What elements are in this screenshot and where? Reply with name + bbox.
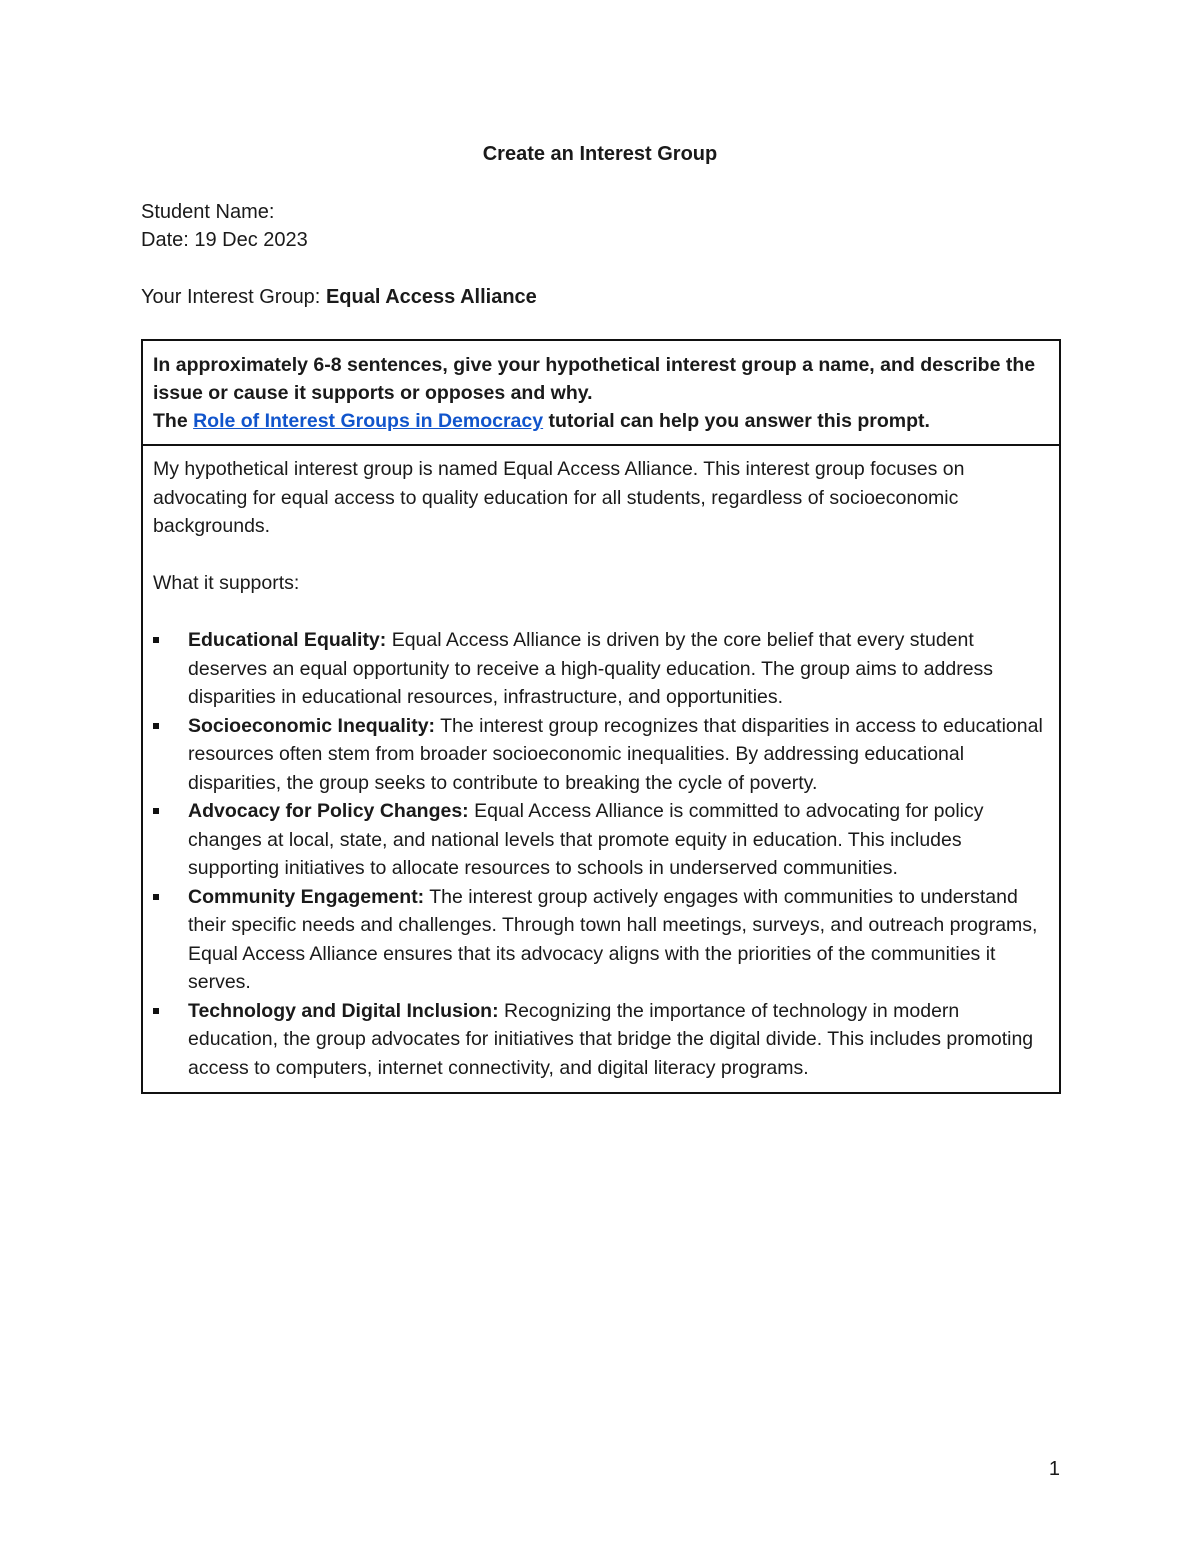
interest-group-value: Equal Access Alliance [325, 286, 537, 308]
bullet-square-icon [153, 808, 159, 814]
interest-group-line [141, 283, 537, 311]
supports-heading: What it supports: [153, 572, 300, 594]
list-item-text: The interest group actively engages with communities to understand their specific needs and challenges. Through town hall meetings, surveys, and outreach programs, Equal Access Alliance ensures that its advocacy aligns with the priorities of the communities it serves. [188, 885, 1038, 993]
page-number: 1 [1048, 1458, 1060, 1480]
answer-intro: My hypothetical interest group is named Equal Access Alliance. This interest group focuses on advocating for equal access to quality education for all students, regardless of socioeconomic backgrounds. [153, 458, 965, 537]
list-item [153, 712, 1049, 798]
prompt-tutorial-suffix: tutorial can help you answer this prompt. [543, 410, 930, 432]
prompt-cell [143, 341, 1059, 446]
bullet-square-icon [153, 723, 159, 729]
list-item-text: The interest group recognizes that disparities in access to educational resources often stem from broader socioeconomic inequalities. By addressing educational disparities, the group seeks to contribute to breaking the cycle of poverty. [188, 714, 1043, 794]
tutorial-link[interactable]: Role of Interest Groups in Democracy [193, 410, 544, 432]
list-item [153, 883, 1049, 997]
prompt-instruction: In approximately 6-8 sentences, give your hypothetical interest group a name, and describe the issue or cause it supports or opposes and why. [153, 354, 1036, 404]
prompt-tutorial-line [153, 407, 1049, 435]
date-label: Date: [141, 229, 189, 251]
prompt-table [141, 339, 1061, 1094]
prompt-tutorial-prefix: The [153, 410, 194, 432]
list-item-text: Equal Access Alliance is driven by the core belief that every student deserves an equal opportunity to receive a high-quality education. The group aims to address disparities in educational resources, infrastructure, and opportunities. [188, 629, 994, 708]
student-name-label: Student Name: [141, 201, 275, 223]
list-item [153, 626, 1049, 712]
list-item-title: Community Engagement: [188, 885, 425, 908]
date-value: 19 Dec 2023 [194, 229, 308, 251]
list-item-text: Recognizing the importance of technology in modern education, the group advocates for initiatives that bridge the digital divide. This includes promoting access to computers, internet connectivity, and digital literacy programs. [188, 999, 1034, 1079]
list-item-title: Socioeconomic Inequality: [188, 714, 436, 737]
list-item-text: Equal Access Alliance is committed to advocating for policy changes at local, state, and national levels that promote equity in education. This includes supporting initiatives to allocate resources to schools in underserved communities. [188, 800, 984, 879]
supports-list [153, 626, 1049, 1082]
bullet-square-icon [153, 894, 159, 900]
list-item [153, 997, 1049, 1083]
interest-group-label: Your Interest Group: [141, 286, 321, 308]
list-item-title: Advocacy for Policy Changes: [188, 800, 469, 822]
bullet-square-icon [153, 637, 159, 643]
date-line [141, 226, 308, 254]
answer-cell [143, 446, 1059, 1092]
list-item-title: Technology and Digital Inclusion: [188, 999, 499, 1022]
student-name-line [141, 198, 274, 226]
bullet-square-icon [153, 1008, 159, 1014]
list-item-title: Educational Equality: [188, 629, 387, 651]
list-item [153, 797, 1049, 883]
document-title: Create an Interest Group [482, 143, 718, 165]
